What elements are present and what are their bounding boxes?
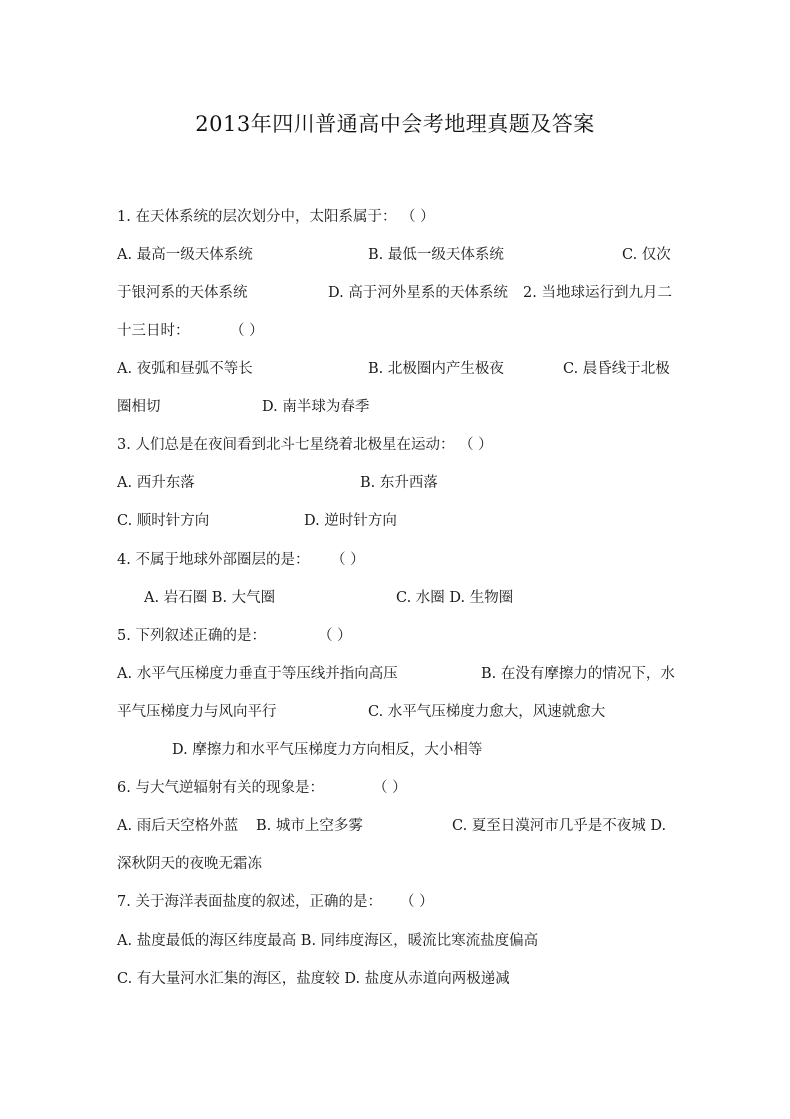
option-a: A. 水平气压梯度力垂直于等压线并指向高压	[117, 666, 398, 682]
option-c: C. 水平气压梯度力愈大，风速就愈大	[368, 704, 606, 720]
answer-bracket: （ ）	[400, 894, 434, 910]
question-1-options-line-2	[117, 281, 673, 305]
option-c-start: C. 晨昏线于北极	[563, 361, 670, 377]
answer-bracket: （ ）	[331, 552, 365, 568]
question-3	[117, 433, 673, 457]
answer-bracket: （ ）	[318, 628, 352, 644]
option-b: B. 最低一级天体系统	[368, 247, 504, 263]
question-4-options	[117, 586, 673, 610]
question-6-options-line-2	[117, 852, 673, 876]
question-5-options-line-1	[117, 662, 673, 686]
question-2-start: 2. 当地球运行到九月二	[523, 285, 672, 301]
option-d: D. 南半球为春季	[262, 399, 370, 415]
answer-bracket: （ ）	[373, 780, 407, 796]
option-b-start: B. 在没有摩擦力的情况下，水	[481, 666, 675, 682]
question-3-text: 3. 人们总是在夜间看到北斗七星绕着北极星在运动： （ ）	[117, 437, 493, 453]
question-7-text: 7. 关于海洋表面盐度的叙述，正确的是：	[117, 894, 382, 910]
option-b-end: 平气压梯度力与风向平行	[117, 704, 277, 720]
question-6	[117, 776, 673, 800]
question-4-text: 4. 不属于地球外部圈层的是：	[117, 552, 310, 568]
question-3-options-line-2	[117, 509, 673, 533]
option-c-d: C. 有大量河水汇集的海区，盐度较 D. 盐度从赤道向两极递减	[117, 971, 510, 987]
question-4	[117, 548, 673, 572]
answer-bracket: （ ）	[230, 323, 264, 339]
question-5-options-line-3	[117, 738, 673, 762]
option-c: C. 顺时针方向	[117, 513, 210, 529]
option-b: B. 东升西落	[360, 475, 438, 491]
option-a-b: A. 盐度最低的海区纬度最高 B. 同纬度海区，暖流比寒流盐度偏高	[117, 933, 539, 949]
option-d: D. 高于河外星系的天体系统	[328, 285, 508, 301]
question-2-options-line-2	[117, 395, 673, 419]
option-c-start: C. 仅次	[622, 247, 671, 263]
question-7-options-line-1	[117, 929, 673, 953]
option-d: D. 逆时针方向	[304, 513, 397, 529]
question-5-options-line-2	[117, 700, 673, 724]
option-c-end: 圈相切	[117, 399, 161, 415]
question-2-end: 十三日时：	[117, 323, 190, 339]
option-c-d: C. 夏至日漠河市几乎是不夜城 D.	[452, 818, 667, 834]
question-6-options-line-1	[117, 814, 673, 838]
question-1-options-line-1	[117, 243, 673, 267]
question-7	[117, 890, 673, 914]
option-c-d: C. 水圈 D. 生物圈	[396, 590, 514, 606]
option-a-b: A. 岩石圈 B. 大气圈	[144, 590, 276, 606]
option-a: A. 西升东落	[117, 475, 195, 491]
option-b: B. 城市上空多雾	[256, 818, 363, 834]
option-a: A. 最高一级天体系统	[117, 247, 253, 263]
question-5	[117, 624, 673, 648]
page-title: 2013年四川普通高中会考地理真题及答案	[195, 112, 595, 136]
option-b: B. 北极圈内产生极夜	[368, 361, 504, 377]
option-d-end: 深秋阴天的夜晚无霜冻	[117, 856, 262, 872]
question-1	[117, 205, 673, 229]
question-5-text: 5. 下列叙述正确的是：	[117, 628, 266, 644]
question-1-text: 1. 在天体系统的层次划分中，太阳系属于： （ ）	[117, 209, 435, 225]
option-d: D. 摩擦力和水平气压梯度力方向相反，大小相等	[172, 742, 483, 758]
question-7-options-line-2	[117, 967, 673, 991]
question-3-options-line-1	[117, 471, 673, 495]
option-a: A. 雨后天空格外蓝	[117, 818, 239, 834]
option-c-end: 于银河系的天体系统	[117, 285, 248, 301]
option-a: A. 夜弧和昼弧不等长	[117, 361, 253, 377]
question-2-options-line-1	[117, 357, 673, 381]
question-6-text: 6. 与大气逆辐射有关的现象是：	[117, 780, 324, 796]
question-2-line-2	[117, 319, 673, 343]
